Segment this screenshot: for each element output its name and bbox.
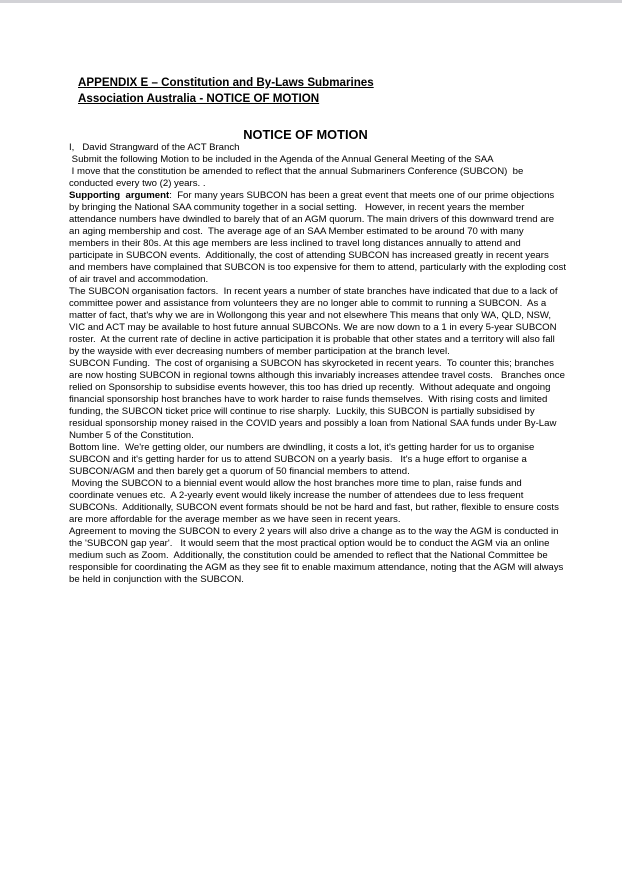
appendix-heading-line2: Association Australia - NOTICE OF MOTION (78, 91, 320, 105)
submission-line: Submit the following Motion to be included in the Agenda of the Annual General Meeting of the SAA (69, 154, 494, 166)
paragraph-biennial-proposal: Moving the SUBCON to a biennial event would allow the host branches more time to plan, raise funds and coordinate venues etc. A 2-yearly event would likely increase the number of attendees due to less frequent SUBCONs. Additionally, SUBCON event formats should be not be hard and fast, but rather, flexible to ensure costs are more affordable for the average member as we have seen in recent years. (69, 478, 562, 526)
paragraph-agm-gap-year: Agreement to moving the SUBCON to every 2 years will also drive a change as to the way the AGM is conducted in the 'SUBCON gap year'. It would seem that the most practical option would be to conduct the AGM via an online medium such as Zoom. Additionally, the constitution could be amended to reflect that the National Committee be responsible for coordinating the AGM as they see fit to enable maximum attendance, noting that the AGM will always be held in conjunction with the SUBCON. (69, 526, 567, 586)
document-content (0, 75, 622, 586)
appendix-heading-line1: APPENDIX E – Constitution and By-Laws Submarines (78, 76, 374, 89)
paragraph-organisation-factors: The SUBCON organisation factors. In recent years a number of state branches have indicated that due to a lack of committee power and assistance from volunteers they are no longer able to commit to running a SUBCON. As a matter of fact, that's why we are in Wollongong this year and not elsewhere This means that only WA, QLD, NSW, VIC and ACT may be available to host future annual SUBCONs. We are now down to a 1 in every 5-year SUBCON roster. At the current rate of decline in active participation it is probable that other states and a territory will also fall by the wayside with ever decreasing numbers of member participation at the branch level. (69, 286, 561, 358)
window-top-edge (0, 0, 622, 3)
notice-of-motion-title: NOTICE OF MOTION (243, 127, 368, 143)
paragraph-bottom-line: Bottom line. We're getting older, our numbers are dwindling, it costs a lot, it's getting harder for us to organise SUBCON and it's getting harder for us to attend SUBCON on a yearly basis. It's a huge effort to organise a SUBCON/AGM and then barely get a quorum of 50 financial members to attend. (69, 442, 537, 478)
appendix-heading (78, 75, 566, 106)
paragraph-funding: SUBCON Funding. The cost of organising a SUBCON has skyrocketed in recent years. To counter this; branches are now hosting SUBCON in regional towns although this invariably increases attendee travel costs. Branches once relied on Sponsorship to subsidise events however, this too has dried up recently. Without adequate and ongoing financial sponsorship host branches have to work harder to raise funds themselves. With rising costs and limited funding, the SUBCON ticket price will continue to rise sharply. Luckily, this SUBCON is partially subsidised by residual sponsorship money raised in the COVID years and possibly a loan from National SAA funds under By-Law Number 5 of the Constitution. (69, 358, 568, 442)
supporting-argument-label: Supporting argument (69, 190, 170, 202)
declarant-line: I, David Strangward of the ACT Branch (69, 142, 240, 154)
supporting-argument-text: : For many years SUBCON has been a great event that meets one of our prime objections by bringing the National SAA community together in a social setting. However, in recent years the member attendance numbers have dwindled to barely that of an AGM quorum. The main drivers of this downward trend are an aging membership and cost. The average age of an SAA Member estimated to be around 70 with many members in their 80s. At this age members are less inclined to travel long distances annually to attend and participate in SUBCON events. Additionally, the cost of attending SUBCON has increased greatly in recent years and members have complained that SUBCON is too expensive for them to attend, particularly with the exploding cost of air travel and accommodation. (69, 190, 569, 286)
motion-text: I move that the constitution be amended to reflect that the annual Submariners Conference (SUBCON) be conducted every two (2) years. . (69, 166, 527, 190)
supporting-argument-paragraph (69, 190, 569, 286)
